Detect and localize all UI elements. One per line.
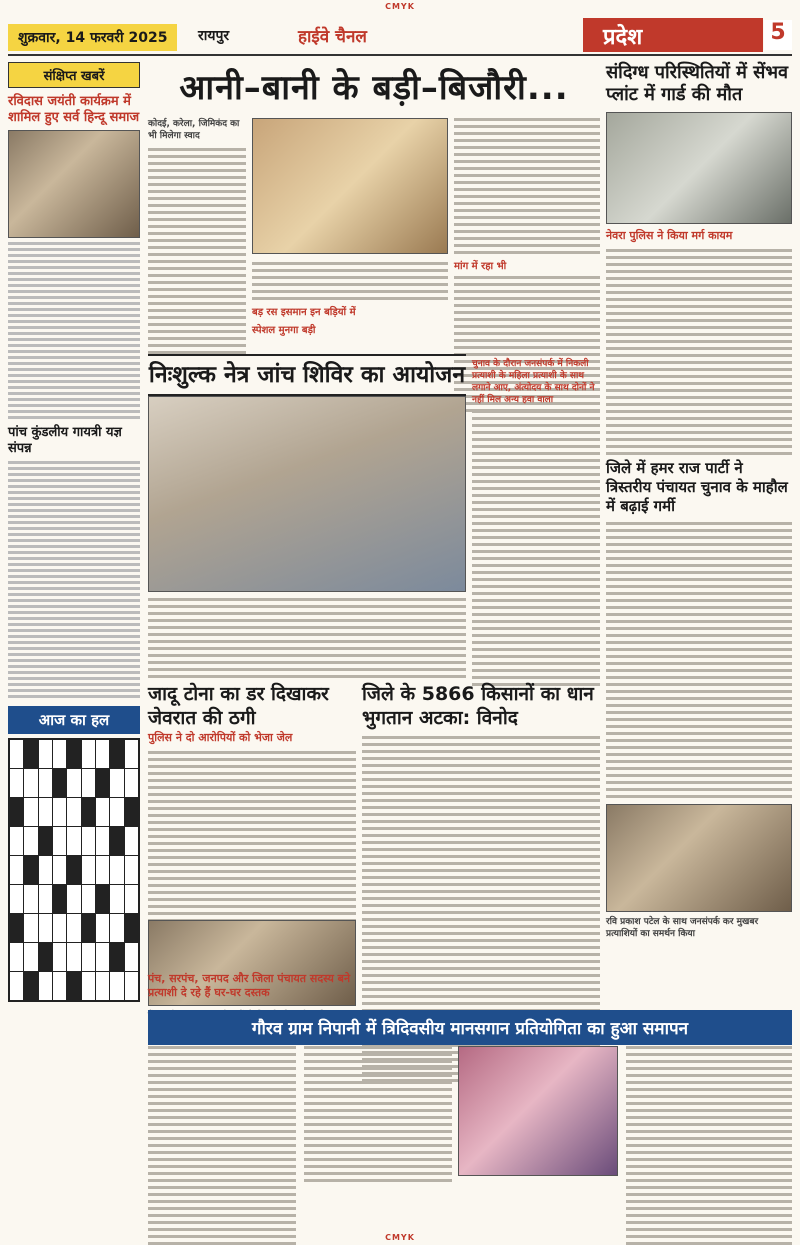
fraud-subheadline: पुलिस ने दो आरोपियों को भेजा जेल [148,731,293,744]
main-subhead-1: बड़ रस इसमान इन बड़ियों में [252,307,356,318]
left-column [8,62,140,1227]
main-body-1 [148,148,246,354]
main-caption: कोदई, करेला, जिमिकंद का भी मिलेगा स्वाद [148,119,240,141]
main-subhead-2: स्पेशल मुनगा बड़ी [252,325,316,336]
crossword-title: आज का हल [8,706,140,734]
right-caption-2: रवि प्रकाश पटेल के साथ जनसंपर्क कर मुखबर प्रत्याशियों का समर्थन किया [606,917,759,939]
main-body-4 [252,262,448,300]
fraud-headline: जादू टोना का डर दिखाकर जेवरात की ठगी [148,683,329,729]
bottom-body-2 [304,1046,452,1186]
eye-camp-photo [148,396,466,592]
news-brief-tag: संक्षिप्त खबरें [8,62,140,88]
main-body-2 [454,118,600,254]
right-headline-2: जिले में हमर राज पार्टी ने त्रिस्तरीय पंचायत चुनाव के माहौल में बढ़ाई गर्मी [606,459,788,515]
brief-body-1 [8,242,140,419]
right-body-1 [606,249,792,455]
eye-camp-headline: निःशुल्क नेत्र जांच शिविर का आयोजन [148,354,466,396]
page-number: 5 [764,20,792,50]
hamar-raj-photo [606,804,792,912]
page-header [8,14,792,56]
ticket-body [472,410,600,686]
brief-headline-2: पांच कुंडलीय गायत्री यज्ञ संपन्न [8,425,122,456]
brief-photo-1 [8,130,140,238]
section-title: प्रदेश [583,18,763,52]
main-headline: आनी–बानी के बड़ी–बिजौरी... [179,68,569,108]
right-caption-1: नेवरा पुलिस ने किया मर्ग कायम [606,229,733,242]
right-column [606,62,792,940]
panch-headline: पंच, सरपंच, जनपद और जिला पंचायत सदस्य बने प्रत्याशी दे रहे हैं घर-घर दस्तक [148,972,351,999]
bottom-headline: गौरव ग्राम निपानी में त्रिदिवसीय मानसगान प्रतियोगिता का हुआ समापन [148,1010,792,1045]
brief-body-2 [8,461,140,698]
ticket-note: चुनाव के दौरान जनसंपर्क में निकली प्रत्याशी के महिला प्रत्याशी के साथ लगाने आए, अंत्योदय के साथ दोनों ने नहीं मिल अन्य हवा वाला [472,359,595,405]
main-column [148,62,600,744]
header-brand: हाईवे चैनल [298,27,367,47]
right-body-2 [606,522,792,798]
header-city: रायपुर [198,28,230,44]
eye-camp-body [148,598,466,678]
bottom-body-3 [626,1046,792,1245]
brief-headline-1: रविदास जयंती कार्यक्रम में शामिल हुए सर्व हिन्दू समाज [8,94,140,125]
bottom-section [148,1046,792,1226]
cmyk-mark-bottom: CMYK [385,1233,415,1242]
right-headline-1: संदिग्ध परिस्थितियों में सेंभव प्लांट में गार्ड की मौत [606,62,788,105]
competition-photo [458,1046,618,1176]
crossword-grid [8,738,140,1002]
header-date: शुक्रवार, 14 फरवरी 2025 [8,24,177,51]
guard-death-photo [606,112,792,224]
food-photo [252,118,448,254]
farmer-headline: जिले के 5866 किसानों का धान भुगतान अटका: विनोद [362,683,594,729]
cmyk-mark: CMYK [385,2,415,11]
bottom-body-1 [148,1046,296,1245]
main-subhead-3: मांग में रहा भी [454,261,507,272]
